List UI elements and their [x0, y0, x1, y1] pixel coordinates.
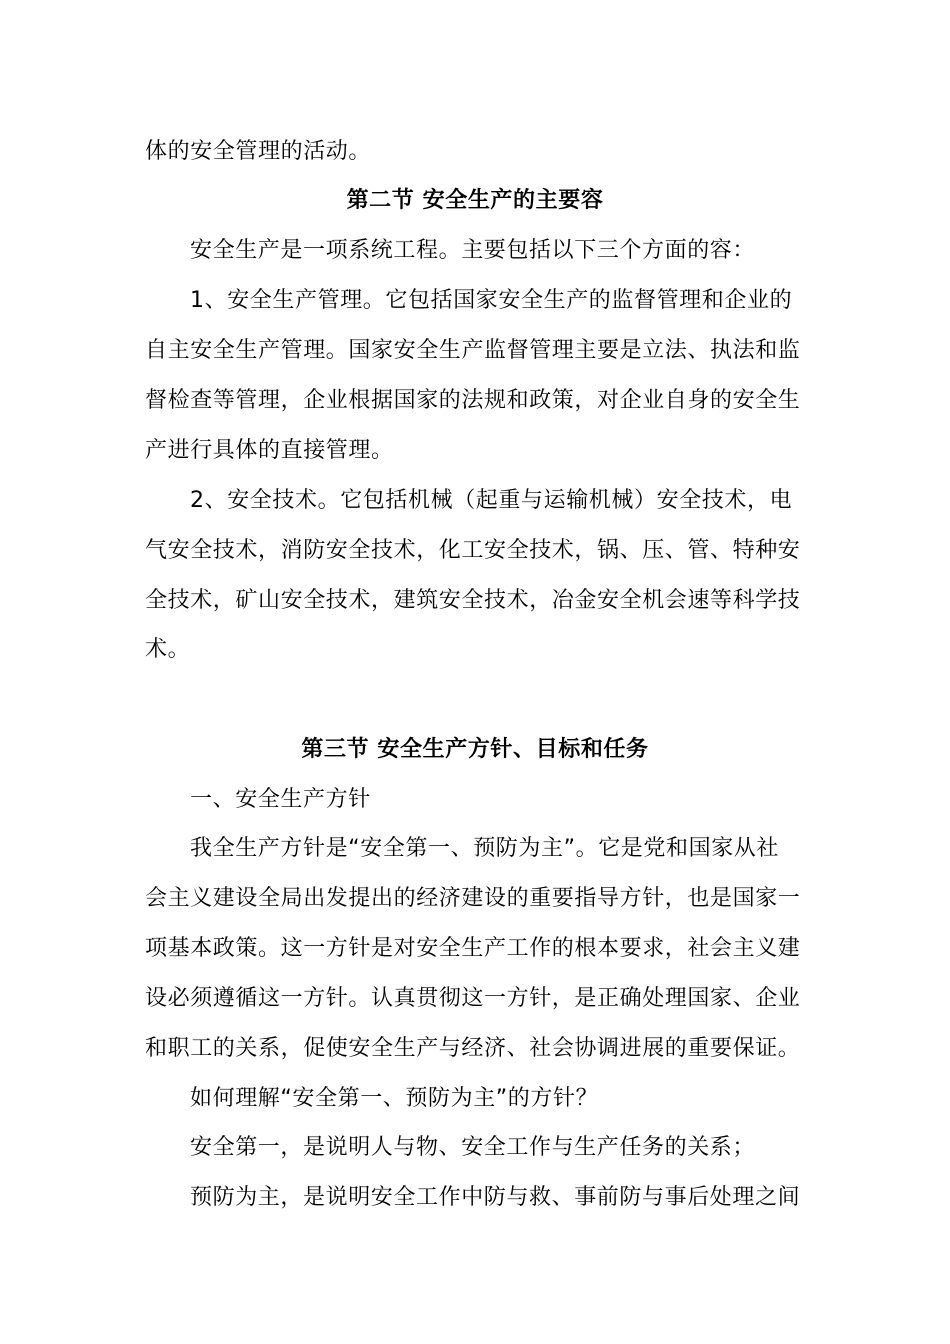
paragraph-line: 预防为主，是说明安全工作中防与救、事前防与事后处理之间	[190, 1185, 801, 1210]
paragraph-line: 督检查等管理，企业根据国家的法规和政策，对企业自身的安全生	[145, 388, 801, 413]
section-heading-3: 第三节 安全生产方针、目标和任务	[301, 737, 649, 762]
paragraph-line: 我全生产方针是“安全第一、预防为主”。它是党和国家从社	[190, 836, 779, 861]
subheading-line: 一、安全生产方针	[190, 787, 371, 812]
paragraph-line: 如何理解“安全第一、预防为主”的方针？	[190, 1086, 599, 1111]
paragraph-line: 体的安全管理的活动。	[145, 139, 372, 164]
paragraph-line: 设必须遵循这一方针。认真贯彻这一方针，是正确处理国家、企业	[145, 986, 801, 1011]
paragraph-line: 项基本政策。这一方针是对安全生产工作的根本要求，社会主义建	[145, 936, 801, 961]
paragraph-line: 1、安全生产管理。它包括国家安全生产的监督管理和企业的	[190, 288, 793, 313]
paragraph-line: 和职工的关系，促使安全生产与经济、社会协调进展的重要保证。	[145, 1036, 801, 1061]
paragraph-line: 2、安全技术。它包括机械（起重与运输机械）安全技术，电	[190, 488, 793, 513]
paragraph-line: 会主义建设全局出发提出的经济建设的重要指导方针，也是国家一	[145, 886, 801, 911]
section-heading-2: 第二节 安全生产的主要容	[346, 188, 604, 213]
paragraph-line: 全技术，矿山安全技术，建筑安全技术，冶金安全机会速等科学技	[145, 588, 801, 613]
paragraph-line: 产进行具体的直接管理。	[145, 438, 394, 463]
paragraph-line: 自主安全生产管理。国家安全生产监督管理主要是立法、执法和监	[145, 338, 801, 363]
paragraph-line: 术。	[145, 637, 191, 662]
paragraph-line: 安全生产是一项系统工程。主要包括以下三个方面的容：	[190, 238, 756, 263]
paragraph-line: 气安全技术，消防安全技术，化工安全技术，锅、压、管、特种安	[145, 538, 801, 563]
paragraph-line: 安全第一，是说明人与物、安全工作与生产任务的关系；	[190, 1135, 756, 1160]
